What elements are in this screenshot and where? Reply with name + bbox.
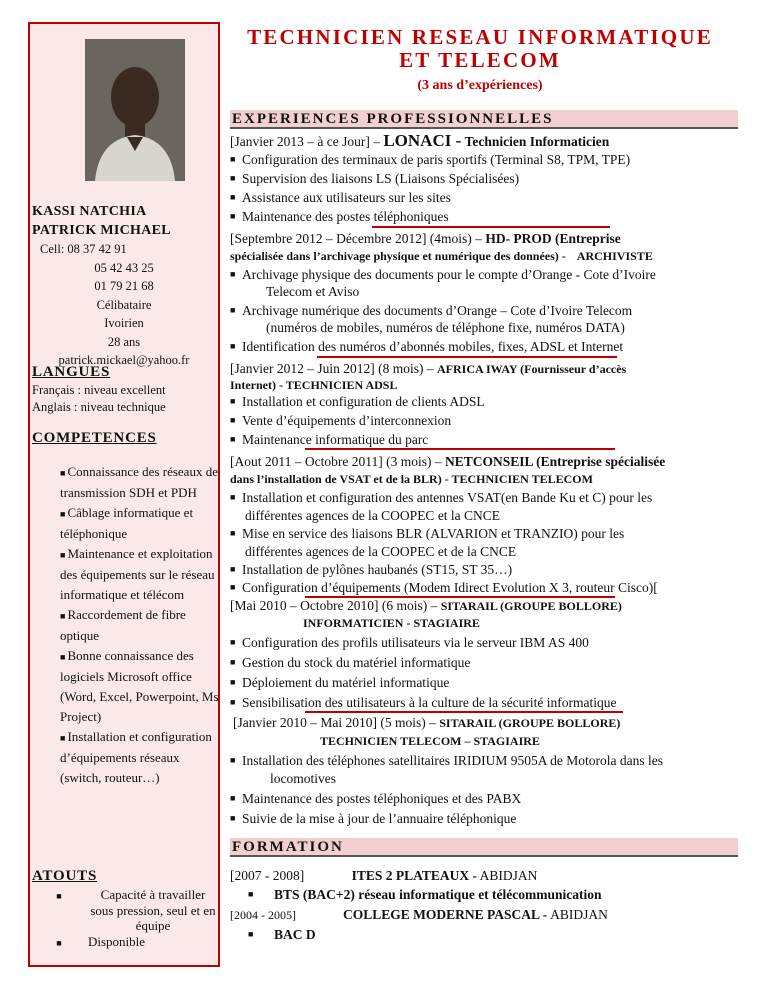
square-bullet-icon: ■ — [230, 434, 236, 444]
job2-role: ARCHIVISTE — [576, 249, 653, 263]
job3-header-line-2: Internet) - TECHNICIEN ADSL — [230, 378, 398, 392]
square-bullet-icon: ■ — [230, 813, 236, 823]
formation-item-1: [2007 - 2008] ITES 2 PLATEAUX - ABIDJAN — [230, 868, 538, 883]
competence-item: ■ Raccordement de fibre optique — [60, 607, 186, 643]
square-bullet-icon: ■ — [230, 528, 236, 538]
job4-company: NETCONSEIL (Entreprise spécialisée — [444, 454, 666, 469]
square-bullet-icon: ■ — [60, 468, 66, 478]
divider-line — [305, 448, 615, 450]
job3-company: AFRICA IWAY (Fournisseur d’accès — [436, 362, 627, 376]
atout-item: ■ Disponible — [30, 934, 218, 952]
formation-city: ABIDJAN — [550, 907, 608, 922]
square-bullet-icon: ■ — [230, 269, 236, 279]
language-item: Français : niveau excellent — [32, 383, 166, 397]
job2-task-cont: (numéros de mobiles, numéros de téléphone fixe, numéros DATA) — [266, 320, 625, 335]
square-bullet-icon: ■ — [248, 889, 254, 899]
square-bullet-icon: ■ — [60, 652, 66, 662]
job1-header: [Janvier 2013 – à ce Jour] – LONACI - Technicien Informaticien — [230, 131, 610, 150]
profile-photo — [85, 39, 185, 181]
formation-school: COLLEGE MODERNE PASCAL - — [343, 907, 548, 922]
age: 28 ans — [107, 334, 141, 349]
divider-line — [372, 226, 610, 228]
job2-task-cont: Telecom et Aviso — [266, 284, 360, 299]
job1-company: LONACI - — [383, 131, 462, 150]
atout-item: ■ Capacité à travailler sous pression, seul et en équipe — [30, 887, 218, 934]
job4-header: [Aout 2011 – Octobre 2011] (3 mois) – NETCONSEIL (Entreprise spécialisée — [230, 454, 666, 469]
name-line-2: PATRICK MICHAEL — [32, 223, 171, 238]
square-bullet-icon: ■ — [60, 509, 66, 519]
languages-heading: LANGUES — [32, 364, 111, 380]
name-line-1: KASSI NATCHIA — [32, 204, 147, 219]
job6-company: SITARAIL (GROUPE BOLLORE) — [439, 716, 621, 730]
competences-list — [60, 462, 220, 788]
competence-item: ■ Bonne connaissance des logiciels Microsoft office (Word, Excel, Powerpoint, Ms Project) — [60, 648, 219, 724]
formation-item-2: [2004 - 2005] COLLEGE MODERNE PASCAL - ABIDJAN — [230, 907, 608, 922]
square-bullet-icon: ■ — [60, 733, 66, 743]
job4-header-line-2: dans l’installation de VSAT et de la BLR) - TECHNICIEN TELECOM — [230, 472, 593, 486]
square-bullet-icon: ■ — [230, 697, 236, 707]
square-bullet-icon: ■ — [56, 891, 62, 901]
square-bullet-icon: ■ — [230, 192, 236, 202]
job-title-line-1: TECHNICIEN RESEAU INFORMATIQUE — [247, 25, 713, 49]
job5-company: SITARAIL (GROUPE BOLLORE) — [440, 599, 622, 613]
contact-block — [30, 240, 218, 370]
job-title-line-2: ET TELECOM — [399, 48, 561, 72]
square-bullet-icon: ■ — [60, 611, 66, 621]
job5-header: [Mai 2010 – Octobre 2010] (6 mois) – SITARAIL (GROUPE BOLLORE) — [230, 598, 622, 613]
job2-header: [Septembre 2012 – Décembre 2012] (4mois) – HD- PROD (Entreprise — [230, 231, 621, 246]
square-bullet-icon: ■ — [60, 550, 66, 560]
job1-role: Technicien Informaticien — [464, 134, 610, 149]
job5-role: INFORMATICIEN - STAGIAIRE — [303, 616, 480, 630]
languages-list — [30, 382, 220, 416]
contact-phone-2: 05 42 43 25 — [94, 260, 154, 275]
atouts-list — [30, 887, 218, 951]
job6-task-cont: locomotives — [270, 771, 336, 786]
square-bullet-icon: ■ — [230, 657, 236, 667]
job2-company: HD- PROD (Entreprise — [485, 231, 621, 246]
competence-item: ■ Maintenance et exploitation des équipements sur le réseau informatique et télécom — [60, 546, 215, 602]
marital-status: Célibataire — [96, 297, 152, 312]
competence-item: ■ Installation et configuration d’équipements réseaux (switch, routeur…) — [60, 729, 212, 785]
job6-header: [Janvier 2010 – Mai 2010] (5 mois) – SITARAIL (GROUPE BOLLORE) — [233, 715, 621, 730]
candidate-name — [30, 202, 220, 240]
square-bullet-icon: ■ — [230, 564, 236, 574]
square-bullet-icon: ■ — [230, 305, 236, 315]
square-bullet-icon: ■ — [230, 154, 236, 164]
formation-city: ABIDJAN — [479, 868, 538, 883]
square-bullet-icon: ■ — [230, 793, 236, 803]
job6-role: TECHNICIEN TELECOM – STAGIAIRE — [320, 734, 540, 748]
experience-years: (3 ans d’expériences) — [417, 78, 543, 93]
square-bullet-icon: ■ — [230, 677, 236, 687]
language-item: Anglais : niveau technique — [32, 400, 166, 414]
square-bullet-icon: ■ — [230, 173, 236, 183]
competence-item: ■ Câblage informatique et téléphonique — [60, 505, 194, 541]
competences-heading: COMPETENCES — [32, 430, 157, 446]
square-bullet-icon: ■ — [230, 415, 236, 425]
contact-phone-3: 01 79 21 68 — [94, 279, 154, 293]
square-bullet-icon: ■ — [230, 211, 236, 221]
person-silhouette-icon — [85, 39, 185, 181]
atouts-heading: ATOUTS — [32, 868, 98, 884]
job4-task-cont: différentes agences de la COOPEC et la CNCE — [245, 508, 501, 523]
square-bullet-icon: ■ — [248, 929, 254, 939]
square-bullet-icon: ■ — [230, 637, 236, 647]
contact-phone: Cell: 08 37 42 91 — [40, 242, 127, 256]
square-bullet-icon: ■ — [230, 582, 236, 592]
square-bullet-icon: ■ — [230, 341, 236, 351]
job4-task-cont: différentes agences de la COOPEC et de la CNCE — [245, 544, 517, 559]
nationality: Ivoirien — [104, 316, 144, 330]
divider-line — [317, 356, 617, 358]
experiences-heading: EXPERIENCES PROFESSIONNELLES — [230, 110, 738, 129]
job2-header-line-2: spécialisée dans l’archivage physique et numérique des données) - ARCHIVISTE — [230, 249, 653, 263]
job-title — [230, 26, 730, 72]
sidebar — [28, 22, 220, 967]
square-bullet-icon: ■ — [230, 396, 236, 406]
job3-header: [Janvier 2012 – Juin 2012] (8 mois) – AFRICA IWAY (Fournisseur d’accès — [230, 361, 627, 376]
competence-item: ■ Connaissance des réseaux de transmission SDH et PDH — [60, 464, 218, 500]
square-bullet-icon: ■ — [56, 937, 62, 948]
formation-school: ITES 2 PLATEAUX - — [351, 868, 478, 883]
square-bullet-icon: ■ — [230, 492, 236, 502]
square-bullet-icon: ■ — [230, 755, 236, 765]
formation-heading: FORMATION — [230, 838, 738, 857]
contact-email[interactable]: patrick.mickael@yahoo.fr — [58, 353, 190, 367]
